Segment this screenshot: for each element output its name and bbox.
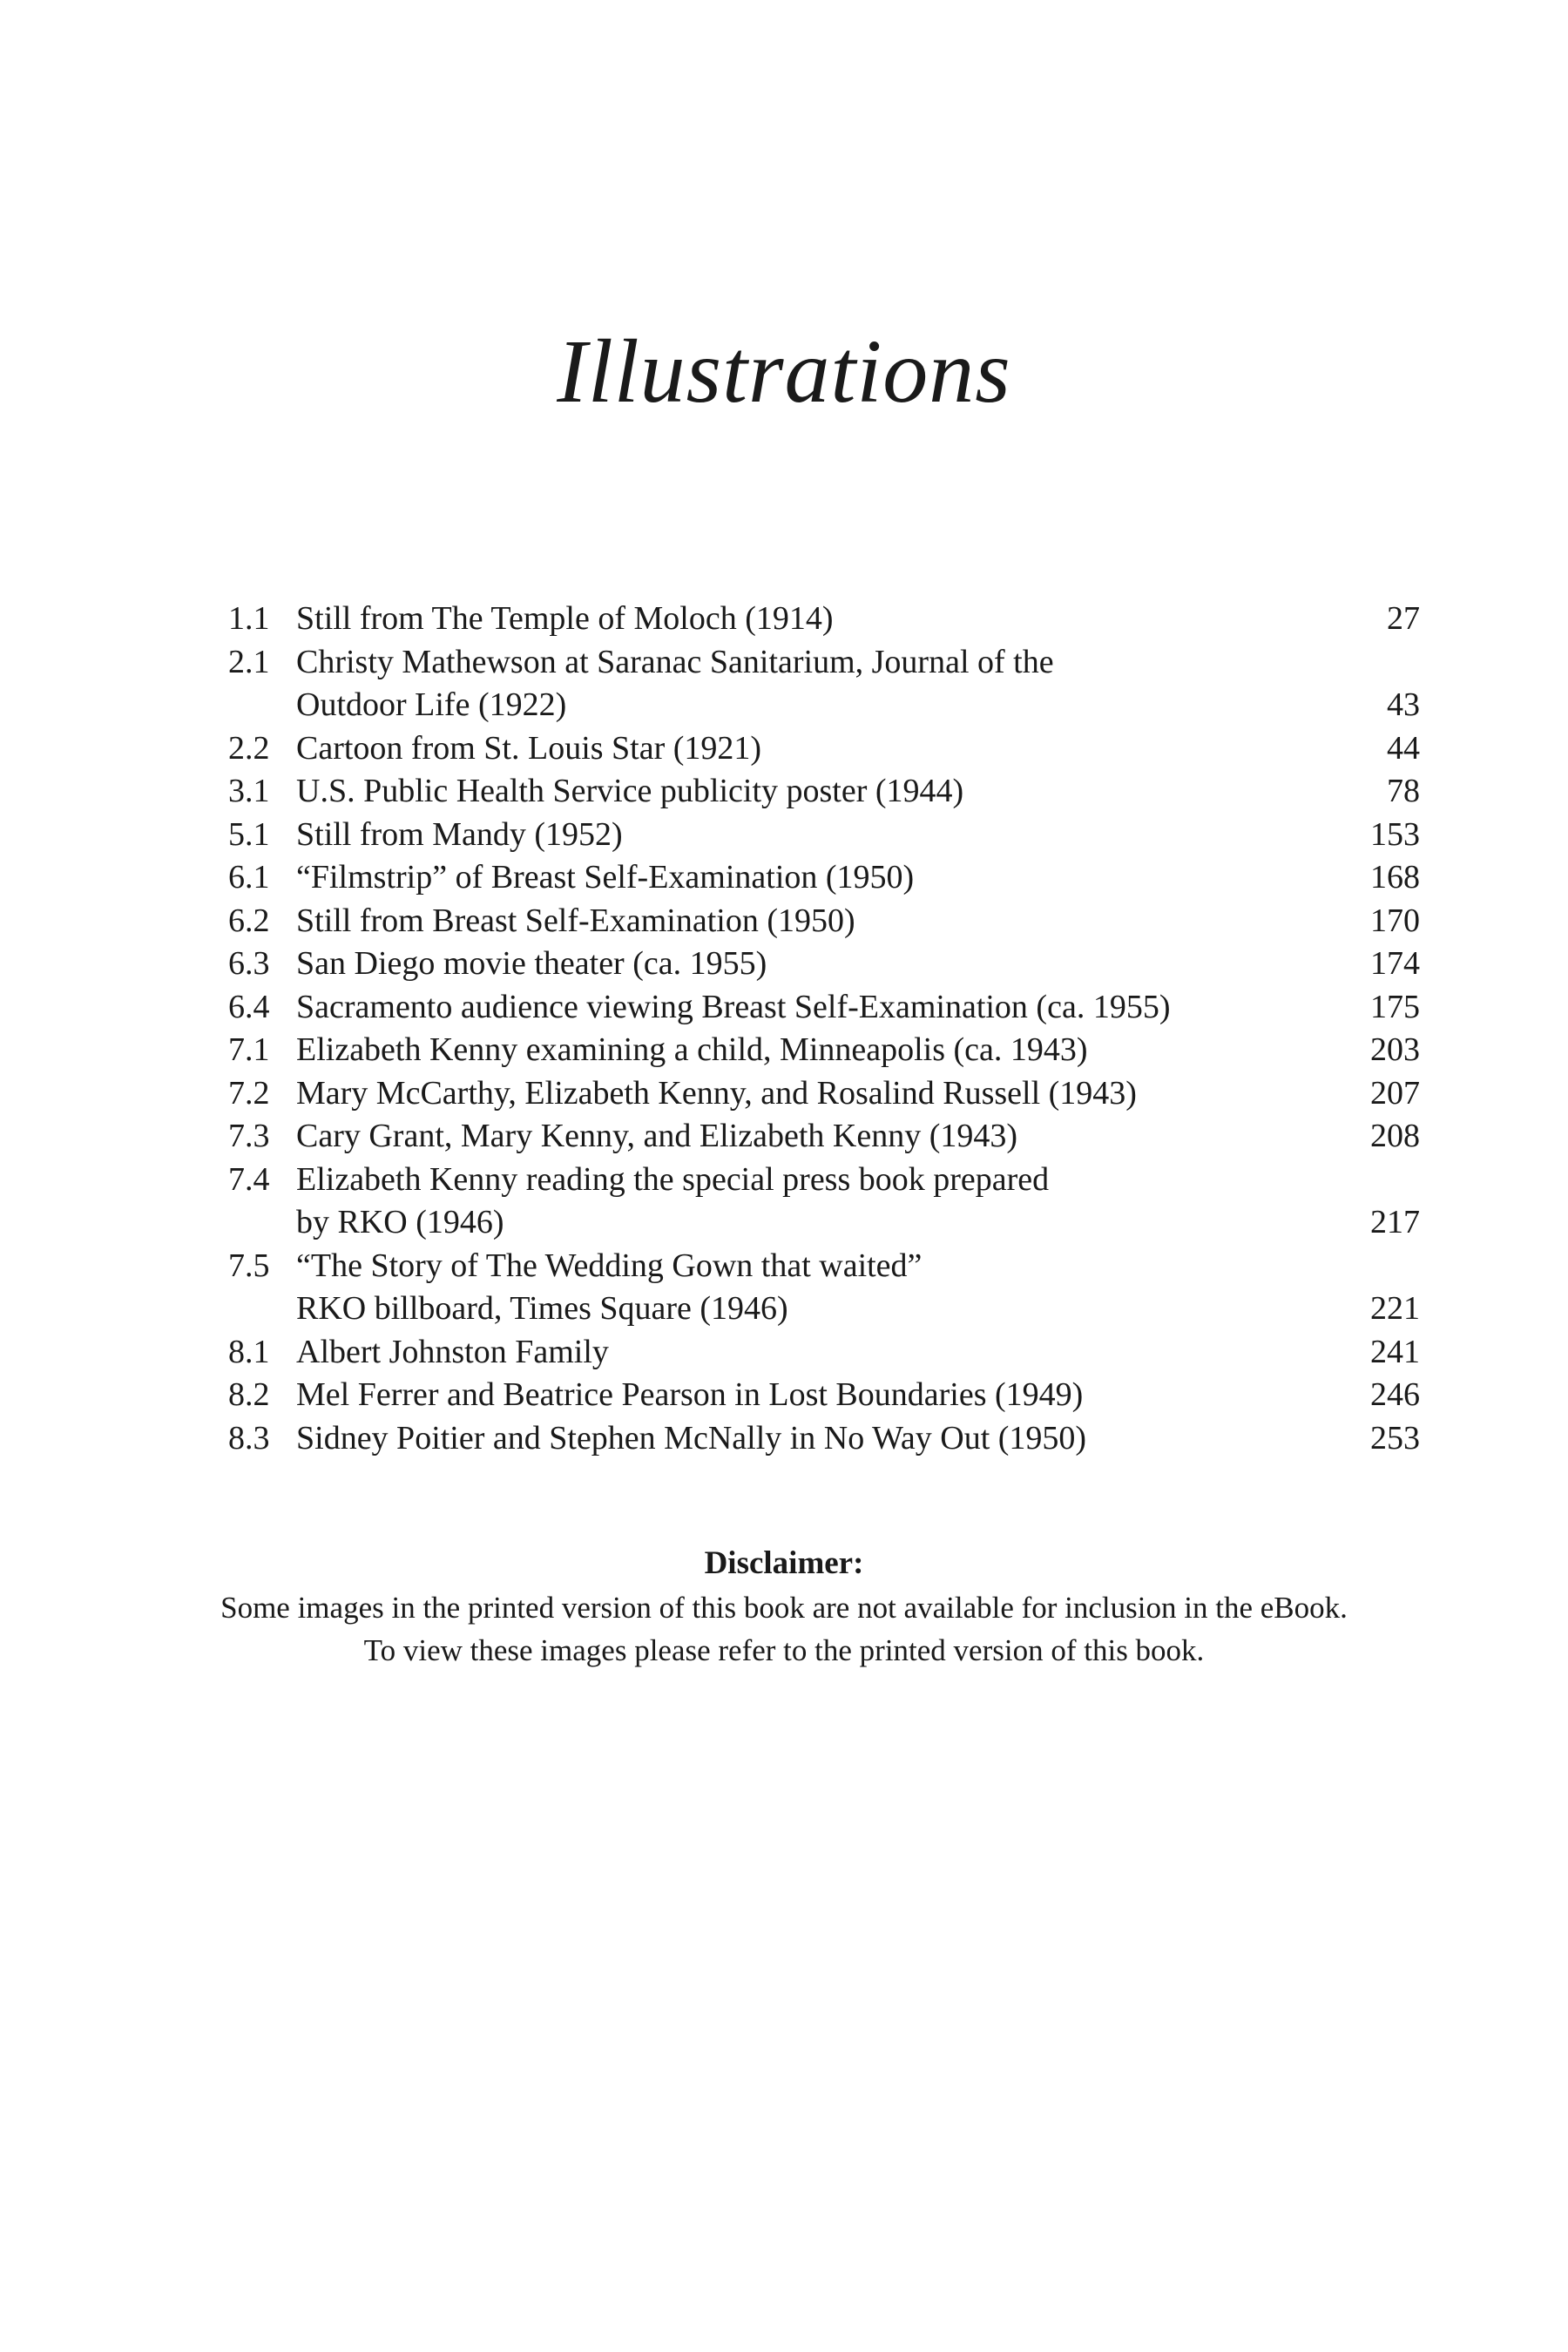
illustration-entry <box>228 986 1420 1030</box>
entry-caption <box>296 1417 1315 1461</box>
entry-caption-line: Cary Grant, Mary Kenny, and Elizabeth Kenny (1943) <box>296 1118 1018 1154</box>
entry-caption-line: Sidney Poitier and Stephen McNally in No Way Out (1950) <box>296 1419 1087 1456</box>
entry-caption-line: Elizabeth Kenny reading the special press book prepared <box>296 1160 1050 1198</box>
illustration-entry <box>228 770 1420 814</box>
entry-caption <box>296 943 1315 986</box>
entry-page-number: 78 <box>1387 773 1420 809</box>
entry-caption-line: Elizabeth Kenny examining a child, Minneapolis (ca. 1943) <box>296 1031 1088 1068</box>
illustration-entry <box>228 727 1420 771</box>
disclaimer-block <box>0 1542 1568 1672</box>
illustrations-list <box>228 598 1420 1460</box>
entry-caption-line: RKO billboard, Times Square (1946) <box>296 1290 788 1327</box>
entry-page-number: 246 <box>1370 1376 1420 1413</box>
illustration-entry <box>228 1245 1420 1331</box>
entry-page-number: 175 <box>1370 988 1420 1025</box>
entry-caption <box>296 1374 1315 1417</box>
illustration-entry <box>228 900 1420 943</box>
entry-caption-line: Sacramento audience viewing Breast Self-Examination (ca. 1955) <box>296 988 1171 1025</box>
entry-caption <box>296 856 1315 900</box>
entry-caption-line: Still from Mandy (1952) <box>296 815 623 853</box>
entry-number: 5.1 <box>228 815 270 853</box>
entry-caption-line: Christy Mathewson at Saranac Sanitarium, Journal of the <box>296 643 1054 680</box>
entry-caption <box>296 1072 1315 1116</box>
illustration-entry <box>228 856 1420 900</box>
disclaimer-line-2: To view these images please refer to the printed version of this book. <box>363 1633 1205 1667</box>
entry-caption <box>296 1245 1315 1331</box>
illustration-entry <box>228 1417 1420 1461</box>
entry-page-number: 221 <box>1370 1290 1420 1327</box>
entry-page-number: 43 <box>1387 686 1420 723</box>
entry-caption-line: Outdoor Life (1922) <box>296 686 567 723</box>
entry-caption <box>296 770 1315 814</box>
entry-caption-line: Still from Breast Self-Examination (1950) <box>296 902 855 939</box>
illustration-entry <box>228 1115 1420 1159</box>
entry-number: 3.1 <box>228 773 270 809</box>
illustration-entry <box>228 598 1420 641</box>
entry-caption-line: Still from The Temple of Moloch (1914) <box>296 600 834 637</box>
entry-page-number: 174 <box>1370 945 1420 982</box>
entry-caption-line: by RKO (1946) <box>296 1204 504 1240</box>
entry-caption-line: San Diego movie theater (ca. 1955) <box>296 945 767 982</box>
entry-caption <box>296 727 1315 771</box>
entry-number: 7.2 <box>228 1074 270 1112</box>
entry-page-number: 208 <box>1370 1118 1420 1154</box>
entry-number: 7.1 <box>228 1031 270 1068</box>
illustration-entry <box>228 1072 1420 1116</box>
entry-caption <box>296 814 1315 857</box>
illustration-entry <box>228 1374 1420 1417</box>
page-title: Illustrations <box>557 321 1011 422</box>
entry-number: 6.1 <box>228 859 270 896</box>
entry-page-number: 153 <box>1370 815 1420 853</box>
entry-number: 6.3 <box>228 945 270 982</box>
illustration-entry <box>228 641 1420 727</box>
entry-number: 1.1 <box>228 600 270 637</box>
entry-number: 8.1 <box>228 1333 270 1370</box>
entry-caption <box>296 900 1315 943</box>
entry-caption-line: Cartoon from St. Louis Star (1921) <box>296 729 762 767</box>
entry-caption <box>296 598 1315 641</box>
illustration-entry <box>228 1159 1420 1245</box>
entry-number: 2.2 <box>228 729 270 767</box>
entry-page-number: 168 <box>1370 859 1420 896</box>
entry-number: 8.3 <box>228 1419 270 1456</box>
entry-number: 7.5 <box>228 1247 270 1284</box>
entry-caption-line: Mary McCarthy, Elizabeth Kenny, and Rosalind Russell (1943) <box>296 1074 1137 1112</box>
entry-number: 7.4 <box>228 1160 270 1198</box>
illustration-entry <box>228 943 1420 986</box>
entry-number: 6.2 <box>228 902 270 939</box>
entry-caption-line: “The Story of The Wedding Gown that waited” <box>296 1247 923 1284</box>
entry-page-number: 241 <box>1370 1333 1420 1370</box>
entry-page-number: 203 <box>1370 1031 1420 1068</box>
entry-number: 7.3 <box>228 1118 270 1154</box>
entry-caption <box>296 1159 1315 1245</box>
disclaimer-line-1: Some images in the printed version of this book are not available for inclusion in the eBook. <box>220 1591 1348 1625</box>
entry-caption <box>296 986 1315 1030</box>
entry-page-number: 217 <box>1370 1204 1420 1240</box>
entry-page-number: 207 <box>1370 1074 1420 1112</box>
illustration-entry <box>228 814 1420 857</box>
entry-caption-line: Albert Johnston Family <box>296 1333 609 1370</box>
disclaimer-heading: Disclaimer: <box>704 1545 864 1581</box>
entry-page-number: 170 <box>1370 902 1420 939</box>
entry-caption <box>296 1029 1315 1072</box>
entry-caption-line: “Filmstrip” of Breast Self-Examination (1950) <box>296 859 915 896</box>
entry-number: 6.4 <box>228 988 270 1025</box>
entry-caption-line: Mel Ferrer and Beatrice Pearson in Lost Boundaries (1949) <box>296 1376 1084 1413</box>
entry-page-number: 27 <box>1387 600 1420 637</box>
entry-number: 2.1 <box>228 643 270 680</box>
entry-caption <box>296 1331 1315 1375</box>
entry-page-number: 253 <box>1370 1419 1420 1456</box>
entry-number: 8.2 <box>228 1376 270 1413</box>
illustration-entry <box>228 1331 1420 1375</box>
illustration-entry <box>228 1029 1420 1072</box>
entry-page-number: 44 <box>1387 729 1420 767</box>
entry-caption <box>296 1115 1315 1159</box>
entry-caption <box>296 641 1315 727</box>
entry-caption-line: U.S. Public Health Service publicity poster (1944) <box>296 773 964 809</box>
